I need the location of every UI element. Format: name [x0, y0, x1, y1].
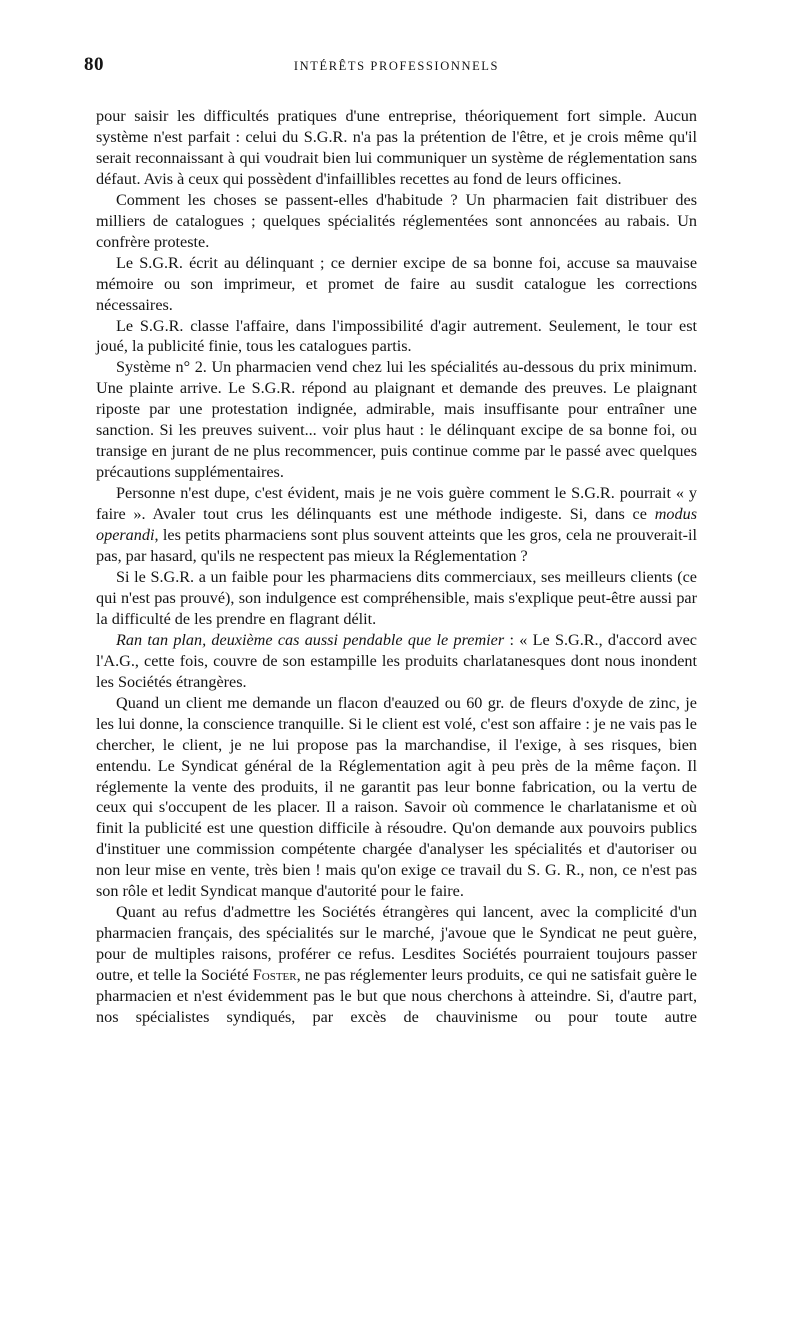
running-title: INTÉRÊTS PROFESSIONNELS [293, 59, 500, 73]
page-header [84, 54, 697, 80]
paragraph-10 [96, 902, 697, 1028]
paragraph-10-text-a: Quant au refus d'admettre les Sociétés étrangères qui lancent, avec la complicité d'un pharmacien français, des spécialités sur le marché, j'avoue que le Syndicat ne peut guère, pour de multiples raisons, proférer ce refus. Lesdites Sociétés pourraient toujours passer outre, et telle la Société [96, 903, 697, 985]
paragraph-4: Le S.G.R. classe l'affaire, dans l'impossibilité d'agir autrement. Seulement, le tour est joué, la publicité finie, tous les catalogues partis. [96, 316, 697, 356]
paragraph-8 [96, 630, 697, 693]
paragraph-10-text-b: , ne pas réglementer leurs produits, ce qui ne satisfait guère le pharmacien et n'est évidemment pas le but que nous cherchons à atteindre. Si, d'autre part, nos spécialistes syndiqués, par excès de chauvinisme ou pour toute autre [96, 966, 697, 1026]
paragraph-6-italic: modus operandi [96, 505, 697, 545]
paragraph-9: Quand un client me demande un flacon d'eauzed ou 60 gr. de fleurs d'oxyde de zinc, je les lui donne, la conscience tranquille. Si le client est volé, c'est son affaire : je ne vais pas le chercher, le client, je ne lui propose pas la marchandise, il l'exige, à ses risques, bien entendu. Le Syndicat général de la Réglementation agit à peu près de la même façon. Il réglemente la vente des produits, il ne garantit pas leur bonne fabrication, ou la vertu de ceux qui s'occupent de les placer. Il a raison. Savoir où commence le charlatanisme et où finit la publicité est une question difficile à résoudre. Qu'on demande aux pouvoirs publics d'instituer une commission compétente chargée d'analyser les spécialités et d'autoriser ou non leur mise en vente, très bien ! mais qu'on exige ce travail du S. G. R., non, ce n'est pas son rôle et ledit Syndicat manque d'autorité pour le faire. [96, 693, 697, 901]
book-page [84, 54, 697, 1028]
paragraph-6-text-a: Personne n'est dupe, c'est évident, mais je ne vois guère comment le S.G.R. pourrait « y faire ». Avaler tout crus les délinquants est une méthode indigeste. Si, dans ce [96, 484, 697, 524]
paragraph-8-text: : « Le S.G.R., d'accord avec l'A.G., cette fois, couvre de son estampille les produits charlatanesques dont nous inondent les Sociétés étrangères. [96, 630, 697, 691]
paragraph-10-smallcaps: Foster [252, 966, 297, 985]
paragraph-8-italic: Ran tan plan, deuxième cas aussi pendable que le premier [116, 630, 505, 649]
paragraph-2: Comment les choses se passent-elles d'habitude ? Un pharmacien fait distribuer des milliers de catalogues ; quelques spécialités réglementées sont annoncées au rabais. Un confrère proteste. [96, 190, 697, 251]
paragraph-7: Si le S.G.R. a un faible pour les pharmaciens dits commerciaux, ses meilleurs clients (ce qui n'est pas prouvé), son indulgence est compréhensible, mais s'explique peut-être aussi par la difficulté de les prendre en flagrant délit. [96, 567, 697, 628]
page-number: 80 [84, 54, 104, 75]
paragraph-5: Système n° 2. Un pharmacien vend chez lui les spécialités au-dessous du prix minimum. Une plainte arrive. Le S.G.R. répond au plaignant et demande des preuves. Le plaignant riposte par une protestation indignée, admirable, mais insuffisante pour entraîner une sanction. Si les preuves suivent... voir plus haut : le délinquant excipe de sa bonne foi, ou transige en jurant de ne plus recommencer, puis continue comme par le passé avec quelques précautions supplémentaires. [96, 358, 697, 482]
body-text [96, 106, 697, 1028]
paragraph-1: pour saisir les difficultés pratiques d'une entreprise, théoriquement fort simple. Aucun système n'est parfait : celui du S.G.R. n'a pas la prétention de l'être, et je crois même qu'il serait reconnaissant à qui voudrait bien lui communiquer un système de réglementation sans défaut. Avis à ceux qui possèdent d'infaillibles recettes au fond de leurs officines. [96, 107, 697, 188]
paragraph-6-text-b: , les petits pharmaciens sont plus souvent atteints que les gros, cela ne prouverait-il pas, par hasard, qu'ils ne respectent pas mieux la Réglementation ? [96, 526, 697, 566]
paragraph-6 [96, 483, 697, 567]
paragraph-3: Le S.G.R. écrit au délinquant ; ce dernier excipe de sa bonne foi, accuse sa mauvaise mémoire ou son imprimeur, et promet de faire au susdit catalogue les corrections nécessaires. [96, 253, 697, 314]
